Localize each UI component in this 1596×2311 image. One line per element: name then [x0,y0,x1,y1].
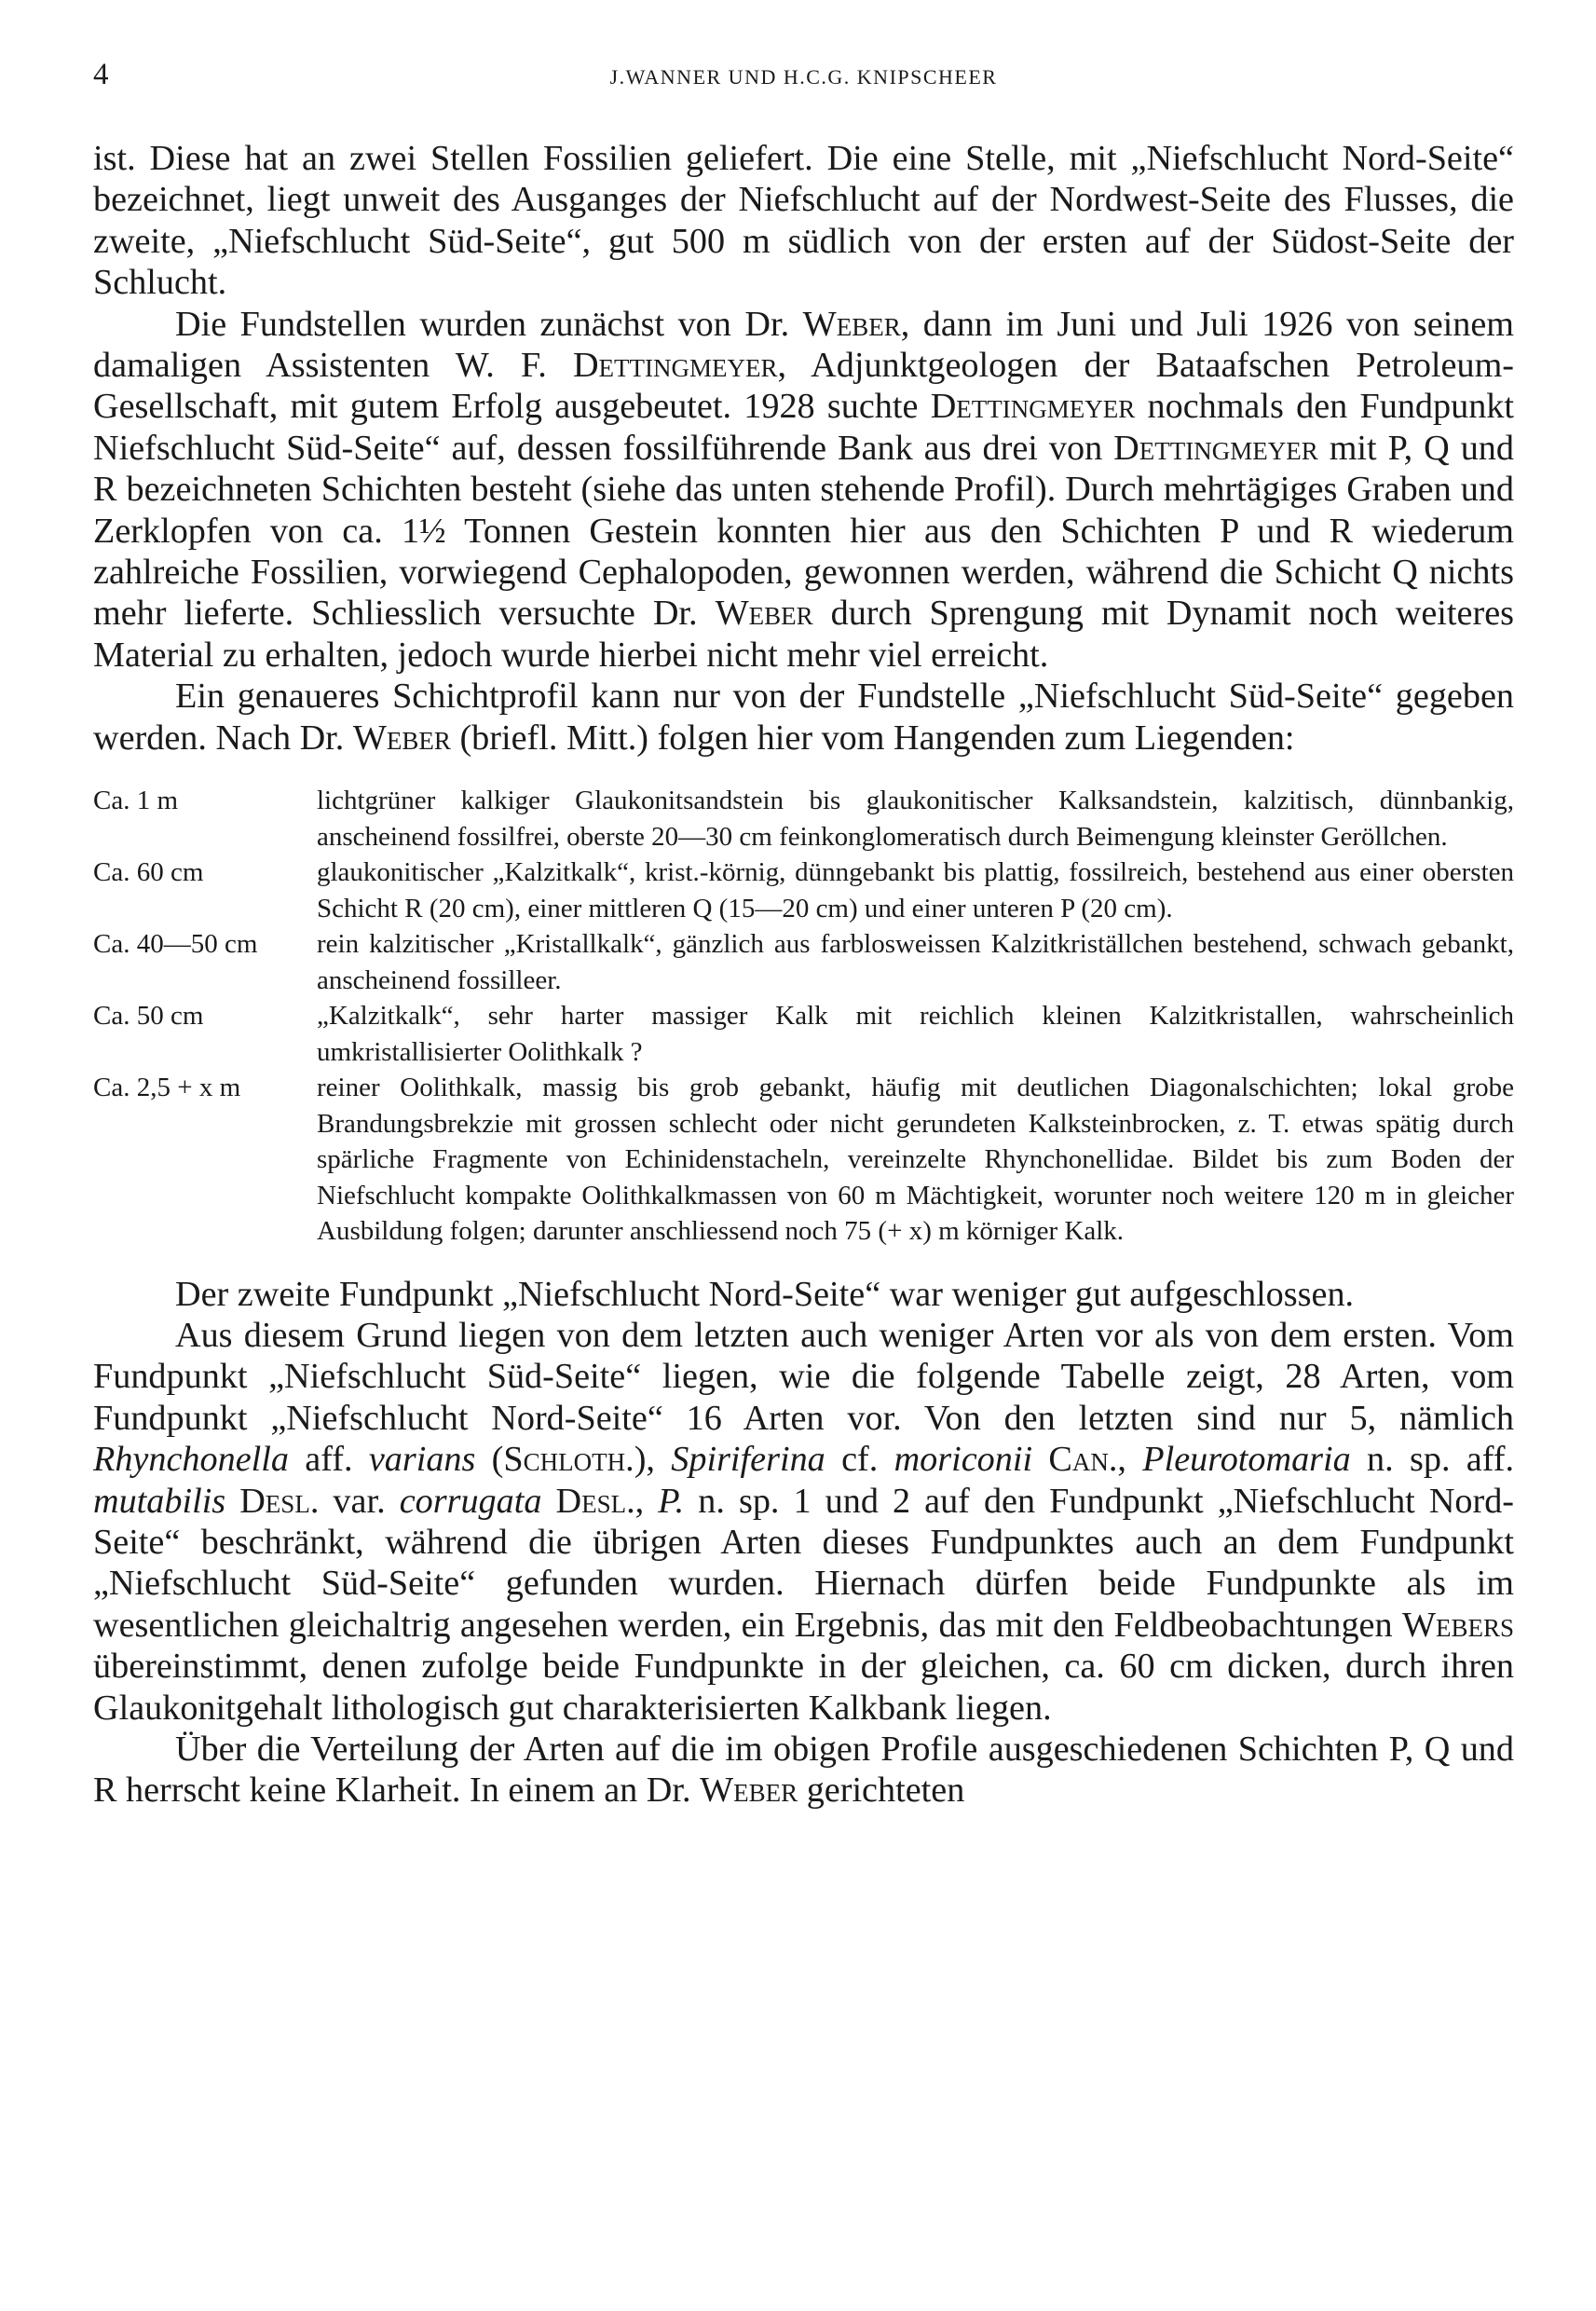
text-span: ), [634,1440,672,1480]
article-body [93,138,1514,1812]
layer-description: lichtgrüner kalkiger Glaukonitsandstein bis glaukonitischer Kalksandstein, kalzitisch, dünnbankig, anscheinend fossilfrei, oberste 20—30 cm feinkonglomeratisch durch Beimengung kleinster Geröllchen. [317,786,1514,852]
taxon-name: moriconii [893,1440,1033,1480]
layer-description: rein kalzitischer „Kristallkalk“, gänzlich aus farblosweissen Kalzitkriställchen bestehend, schwach gebankt, anscheinend fossilleer. [317,929,1514,995]
author-name: Weber [700,1771,798,1811]
profile-row [93,783,1514,855]
text-span: durch Sprengung mit Dynamit noch weiteres Material zu erhalten, jedoch wurde hierbei nicht mehr viel erreicht. [93,594,1515,675]
text-span: ( [475,1440,504,1480]
taxon-name: Rhynchonella [93,1440,289,1480]
text-span: cf. [825,1440,894,1480]
text-span: Die Fundstellen wurden zunächst von Dr. [175,304,803,344]
page-number: 4 [93,58,109,91]
taxon-name: corrugata [399,1481,542,1521]
paragraph-1: ist. Diese hat an zwei Stellen Fossilien geliefert. Die eine Stelle, mit „Niefschlucht Nord-Seite“ bezeichnet, liegt unweit des Ausganges der Niefschlucht auf der Nordwest-Seite des Flusses, die zweite, „Niefschlucht Süd-Seite“, gut 500 m südlich von der ersten auf der Südost-Seite der Schlucht. [93,139,1514,303]
profile-row [93,998,1514,1070]
text-span [541,1482,555,1521]
text-span: n. sp. aff. [1350,1440,1515,1480]
layer-thickness: Ca. 2,5 + x m [93,1073,241,1103]
running-head: J.WANNER UND H.C.G. KNIPSCHEER [609,65,998,89]
layer-thickness: Ca. 1 m [93,786,179,816]
taxon-name: varians [368,1440,476,1480]
profile-row [93,926,1514,998]
text-span: nochmals den Fundpunkt Niefschlucht Süd-Seite“ auf, dessen fossilführende Bank aus drei von [93,387,1514,468]
taxon-name: Spiriferina [671,1440,825,1480]
page-header [93,58,1514,104]
text-span: übereinstimmt, denen zufolge beide Fundpunkte in der gleichen, ca. 60 cm dicken, durch ihren Glaukonitgehalt lithologisch gut charakterisierten Kalkbank liegen. [93,1647,1514,1728]
text-span: mit P, Q und R bezeichneten Schichten besteht (siehe das unten stehende Profil). Durch mehrtägiges Graben und Zerklopfen von ca. 1½ Tonnen Gestein konnten hier aus den Schichten P und R wiederum zahlreiche Fossilien, vorwiegend Cephalopoden, gewonnen werden, während die Schicht Q nichts mehr lieferte. Schliesslich versuchte Dr. [93,428,1514,634]
text-span: n. sp. 1 und 2 auf den Fundpunkt „Niefschlucht Nord-Seite“ beschränkt, während die übrigen Arten dieses Fundpunktes auch an dem Fundpunkt „Niefschlucht Süd-Seite“ gefunden wurden. Hiernach dürfen beide Fundpunkte als im wesentlichen gleichaltrig angesehen werden, ein Ergebnis, das mit den Feldbeobachtungen [93,1481,1515,1645]
author-name: Desl. [555,1481,635,1521]
author-name: Weber [715,594,813,634]
text-span: (briefl. Mitt.) folgen hier vom Hangenden zum Liegenden: [450,718,1295,758]
text-span: , Adjunktgeologen der Bataafschen Petroleum-Gesellschaft, mit gutem Erfolg ausgebeutet. 1928 suchte [93,346,1514,427]
text-span: Ein genaueres Schichtprofil kann nur von der Fundstelle „Niefschlucht Süd-Seite“ gegeben werden. Nach Dr. [93,677,1514,758]
author-name: Dettingmeyer [572,346,778,386]
text-span: Aus diesem Grund liegen von dem letzten auch weniger Arten vor als von dem ersten. Vom Fundpunkt „Niefschlucht Süd-Seite“ liegen, wie die folgende Tabelle zeigt, 28 Arten, vom Fundpunkt „Niefschlucht Nord-Seite“ 16 Arten vor. Von den letzten sind nur 5, nämlich [93,1316,1514,1438]
profile-row [93,1070,1514,1250]
layer-thickness: Ca. 60 cm [93,857,204,888]
paragraph-6 [93,1729,1514,1812]
layer-description: glaukonitischer „Kalzitkalk“, krist.-körnig, dünngebankt bis plattig, fossilreich, bestehend aus einer obersten Schicht R (20 cm), einer mittleren Q (15—20 cm) und einer unteren P (20 cm). [317,857,1514,923]
layer-thickness: Ca. 40—50 cm [93,929,258,960]
author-name: Webers [1401,1605,1514,1645]
author-name: Weber [352,718,451,758]
taxon-name: mutabilis [93,1481,226,1521]
text-span [225,1482,239,1521]
text-span: var. [319,1481,400,1521]
author-name: Dettingmeyer [1113,428,1318,468]
text-span: , dann im Juni und Juli 1926 von seinem damaligen Assistenten W. F. [93,304,1514,386]
text-span [1032,1440,1048,1479]
taxon-name: P. [658,1481,685,1521]
paragraph-5 [93,1315,1514,1729]
text-span: Über die Verteilung der Arten auf die im obigen Profile ausgeschiedenen Schichten P, Q und R herrscht keine Klarheit. In einem an Dr. [93,1730,1514,1811]
profile-row [93,855,1514,926]
paragraph-3 [93,676,1514,759]
text-span: aff. [288,1440,369,1480]
layer-description: reiner Oolithkalk, massig bis grob gebankt, häufig mit deutlichen Diagonalschichten; lokal grobe Brandungsbrekzie mit grossen schlecht oder nicht gerundeten Kalksteinbrocken, z. T. etwas spätig durch spärliche Fragmente von Echinidenstacheln, vereinzelte Rhynchonellidae. Bildet bis zum Boden der Niefschlucht kompakte Oolithkalkmassen von 60 m Mächtigkeit, worunter noch weitere 120 m in gleicher Ausbildung folgen; darunter anschliessend noch 75 (+ x) m körniger Kalk. [317,1073,1514,1247]
author-name: Can. [1048,1440,1118,1480]
text-span: , [1117,1440,1143,1480]
author-name: Dettingmeyer [930,387,1136,427]
text-span: , [634,1481,659,1521]
paragraph-2 [93,304,1514,677]
text-span: gerichteten [798,1771,965,1811]
layer-description: „Kalzitkalk“, sehr harter massiger Kalk mit reichlich kleinen Kalzitkristallen, wahrscheinlich umkristallisierter Oolithkalk ? [317,1001,1514,1067]
taxon-name: Pleurotomaria [1142,1440,1351,1480]
layer-thickness: Ca. 50 cm [93,1001,204,1032]
author-name: Desl. [239,1481,320,1521]
paragraph-4: Der zweite Fundpunkt „Niefschlucht Nord-Seite“ war weniger gut aufgeschlossen. [175,1274,1355,1314]
author-name: Weber [802,304,901,344]
stratigraphic-profile [93,783,1514,1250]
author-name: Schloth. [503,1440,634,1480]
